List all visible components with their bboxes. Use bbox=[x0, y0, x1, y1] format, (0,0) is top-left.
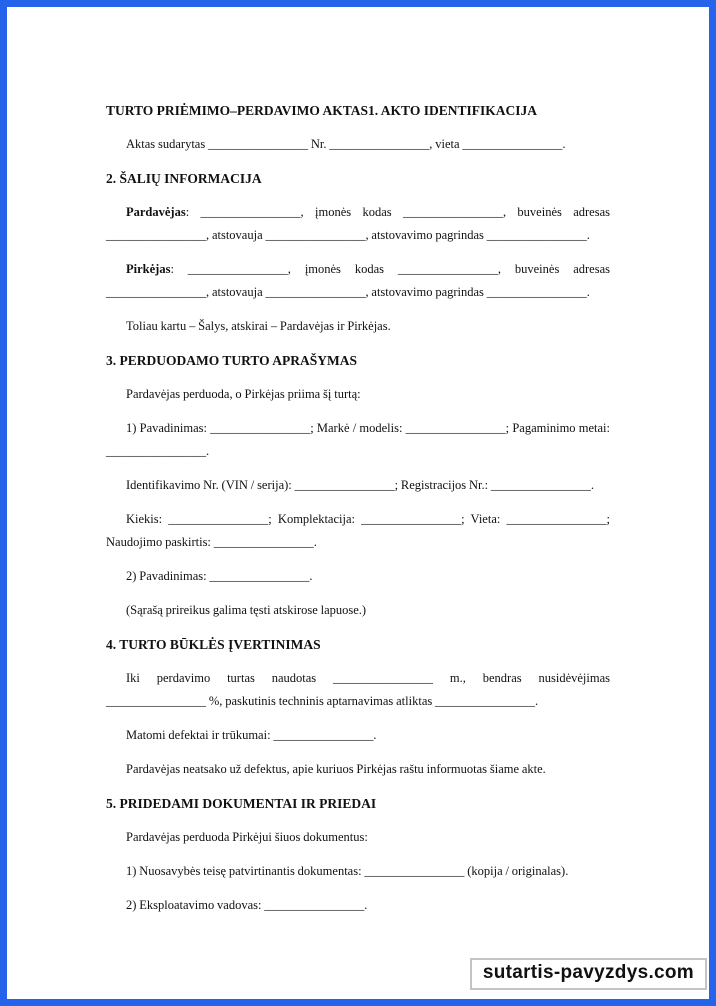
paragraph bbox=[106, 315, 610, 338]
document-content bbox=[7, 7, 709, 917]
text-run: TURTO PRIĖMIMO–PERDAVIMO AKTAS1. AKTO IDENTIFIKACIJA bbox=[106, 103, 537, 118]
text-run: (Sąrašą prireikus galima tęsti atskirose lapuose.) bbox=[126, 603, 367, 617]
section-heading bbox=[106, 792, 610, 815]
paragraph bbox=[106, 383, 610, 406]
paragraph bbox=[106, 599, 610, 622]
text-run: Kiekis: ________________; Komplektacija: ________________; Vieta: ________________; Naudojimo paskirtis: ________________. bbox=[106, 512, 610, 549]
section-heading bbox=[106, 99, 610, 122]
text-run: 5. PRIDEDAMI DOKUMENTAI IR PRIEDAI bbox=[106, 796, 377, 811]
bold-text-run: Pirkėjas bbox=[126, 262, 171, 276]
paragraph bbox=[106, 860, 610, 883]
text-run: Pardavėjas perduoda, o Pirkėjas priima šį turtą: bbox=[126, 387, 361, 401]
text-run: Toliau kartu – Šalys, atskirai – Pardavėjas ir Pirkėjas. bbox=[126, 319, 391, 333]
paragraph bbox=[106, 826, 610, 849]
bold-text-run: Pardavėjas bbox=[126, 205, 186, 219]
text-run: : ________________, įmonės kodas ________________, buveinės adresas ________________, atstovauja ________________, atstovavimo pagrindas ________________. bbox=[106, 205, 610, 242]
paragraph bbox=[106, 667, 610, 713]
paragraph bbox=[106, 894, 610, 917]
paragraph bbox=[106, 258, 610, 304]
text-run: Pardavėjas perduoda Pirkėjui šiuos dokumentus: bbox=[126, 830, 368, 844]
section-heading bbox=[106, 167, 610, 190]
paragraph bbox=[106, 474, 610, 497]
paragraph bbox=[106, 508, 610, 554]
text-run: Pardavėjas neatsako už defektus, apie kuriuos Pirkėjas raštu informuotas šiame akte. bbox=[126, 762, 546, 776]
text-run: Aktas sudarytas ________________ Nr. ________________, vieta ________________. bbox=[126, 137, 566, 151]
text-run: 1) Nuosavybės teisę patvirtinantis dokumentas: ________________ (kopija / originalas). bbox=[126, 864, 569, 878]
paragraph bbox=[106, 565, 610, 588]
text-run: 1) Pavadinimas: ________________; Markė / modelis: ________________; Pagaminimo metai: ________________. bbox=[106, 421, 610, 458]
paragraph bbox=[106, 201, 610, 247]
watermark-badge: sutartis-pavyzdys.com bbox=[470, 958, 707, 990]
text-run: 3. PERDUODAMO TURTO APRAŠYMAS bbox=[106, 353, 358, 368]
section-heading bbox=[106, 633, 610, 656]
text-run: Iki perdavimo turtas naudotas ________________ m., bendras nusidėvėjimas ________________ %, paskutinis techninis aptarnavimas atliktas ________________. bbox=[106, 671, 610, 708]
text-run: 2. ŠALIŲ INFORMACIJA bbox=[106, 171, 262, 186]
text-run: 2) Pavadinimas: ________________. bbox=[126, 569, 313, 583]
paragraph bbox=[106, 417, 610, 463]
text-run: 4. TURTO BŪKLĖS ĮVERTINIMAS bbox=[106, 637, 321, 652]
paragraph bbox=[106, 724, 610, 747]
text-run: 2) Eksploatavimo vadovas: ________________. bbox=[126, 898, 368, 912]
text-run: : ________________, įmonės kodas ________________, buveinės adresas ________________, atstovauja ________________, atstovavimo pagrindas ________________. bbox=[106, 262, 610, 299]
text-run: Identifikavimo Nr. (VIN / serija): ________________; Registracijos Nr.: ________________. bbox=[126, 478, 595, 492]
paragraph bbox=[106, 758, 610, 781]
text-run: Matomi defektai ir trūkumai: ________________. bbox=[126, 728, 377, 742]
section-heading bbox=[106, 349, 610, 372]
paragraph bbox=[106, 133, 610, 156]
